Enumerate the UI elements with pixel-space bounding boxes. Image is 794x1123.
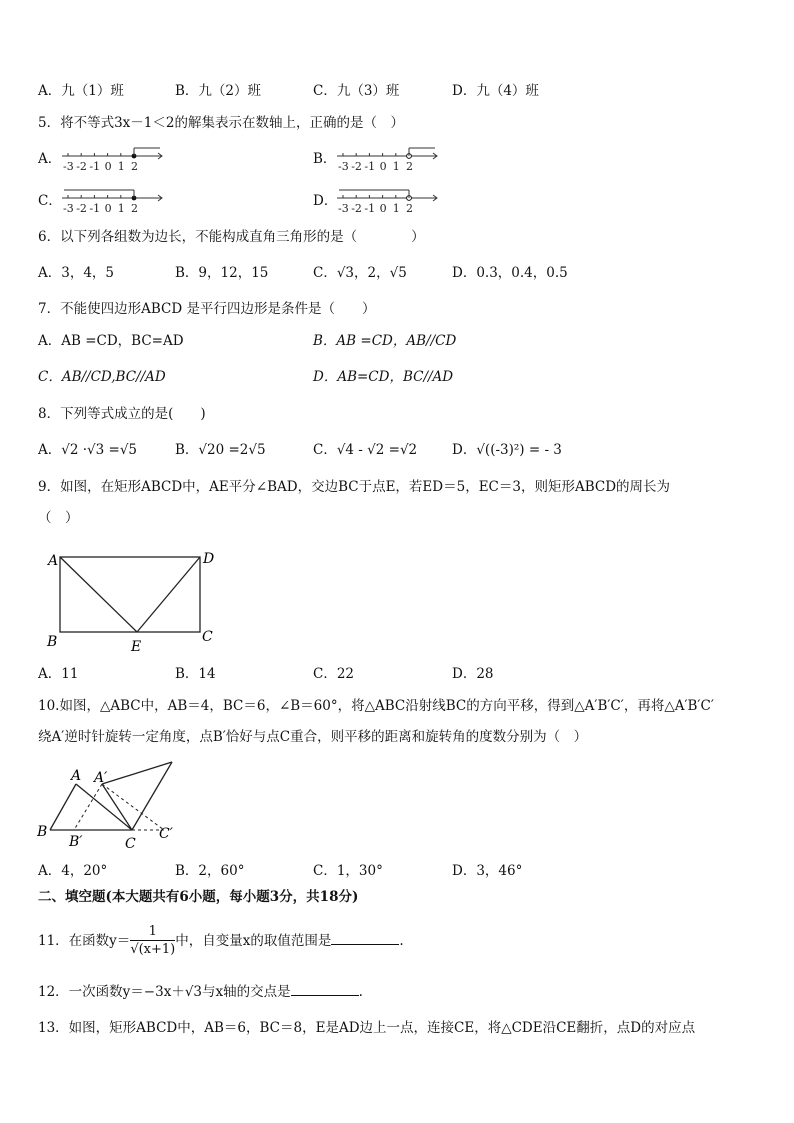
number-line-tick-label: 0: [104, 160, 112, 173]
q12-answer-blank[interactable]: [291, 983, 359, 996]
q4-option-a: A．九（1）班: [38, 83, 124, 99]
q10-triangle-figure: [34, 758, 194, 852]
q9-option-c: C．22: [313, 666, 355, 682]
number-line-tick-label: 0: [379, 202, 387, 215]
q5-label-b: B．: [313, 151, 337, 167]
q10-option-b: B．2，60°: [175, 863, 245, 879]
number-line-tick-label: -1: [364, 160, 376, 173]
q10-label-a: A: [71, 768, 82, 784]
number-line-tick-label: 1: [117, 202, 125, 215]
q9-label-c: C: [202, 629, 213, 645]
q11-answer-blank[interactable]: [331, 932, 399, 945]
q8-option-c: C．√4 - √2 =√2: [313, 442, 418, 458]
q12-end: .: [358, 984, 363, 1000]
q4-option-d: D．九（4）班: [452, 83, 539, 99]
number-line-tick-label: -1: [89, 202, 101, 215]
number-line-tick-label: 1: [392, 202, 400, 215]
number-line-tick-label: 0: [104, 202, 112, 215]
number-line-d: [335, 188, 445, 216]
q7-option-d: D．AB=CD，BC//AD: [313, 369, 454, 385]
number-line-tick-label: -2: [76, 202, 87, 215]
q6-option-a: A．3，4，5: [38, 265, 115, 281]
q12-line: [38, 983, 363, 1001]
q8-stem: 8．下列等式成立的是( ): [38, 406, 206, 422]
q10-label-b: B: [37, 824, 48, 840]
q12-text: 12．一次函数y＝−3x＋√3与x轴的交点是: [38, 984, 291, 1000]
q4-option-b: B．九（2）班: [175, 83, 262, 99]
q9-rectangle-figure: [40, 545, 230, 655]
q5-label-c: C．: [38, 193, 62, 209]
q11-suffix: 中，自变量x的取值范围是: [175, 933, 332, 949]
q11-numerator: 1: [130, 924, 175, 941]
section-2-heading: 二、填空题(本大题共有6小题，每小题3分，共18分): [38, 889, 359, 905]
q9-label-a: A: [48, 553, 59, 569]
q6-option-d: D．0.3，0.4，0.5: [452, 265, 568, 281]
q11-line: [38, 919, 404, 963]
q10-stem-line2: 绕A′逆时针旋转一定角度，点B′恰好与点C重合，则平移的距离和旋转角的度数分别为（ ）: [38, 729, 588, 745]
q9-stem-line2: （ ）: [38, 510, 79, 526]
q8-option-b: B．√20 =2√5: [175, 442, 266, 458]
q8-option-a: A．√2 ·√3 =√5: [38, 442, 138, 458]
q5-label-d: D．: [313, 193, 338, 209]
number-line-tick-label: 2: [131, 160, 138, 173]
q10-option-a: A．4，20°: [38, 863, 108, 879]
q7-option-c: C．AB//CD,BC//AD: [38, 369, 166, 385]
number-line-b: [335, 146, 445, 174]
q13-stem: 13．如图，矩形ABCD中，AB＝6，BC＝8，E是AD边上一点，连接CE，将△CDE沿CE翻折，点D的对应点: [38, 1020, 696, 1036]
q4-option-c: C．九（3）班: [313, 83, 400, 99]
q10-label-c-prime: C′: [159, 826, 173, 842]
number-line-tick-label: -3: [338, 202, 349, 215]
q6-stem: 6．以下列各组数为边长，不能构成直角三角形的是（ ）: [38, 229, 425, 245]
q10-label-a-prime: A′: [94, 770, 108, 786]
number-line-tick-label: 0: [379, 160, 387, 173]
q11-denominator: √(x+1): [130, 942, 176, 957]
q9-label-e: E: [131, 639, 142, 655]
number-line-tick-label: 2: [131, 202, 138, 215]
q10-label-c: C: [125, 836, 136, 852]
q6-option-c: C．√3，2，√5: [313, 265, 407, 281]
q9-option-b: B．14: [175, 666, 216, 682]
q10-stem-line1: 10.如图，△ABC中，AB＝4，BC＝6，∠B＝60°，将△ABC沿射线BC的方向平移，得到△A′B′C′，再将△A′B′C′: [38, 698, 714, 714]
q10-option-c: C．1，30°: [313, 863, 383, 879]
q6-option-b: B．9，12，15: [175, 265, 269, 281]
q5-label-a: A．: [38, 151, 62, 167]
number-line-tick-label: 2: [406, 160, 413, 173]
q9-stem-line1: 9．如图，在矩形ABCD中，AE平分∠BAD，交边BC于点E，若ED＝5，EC＝3，则矩形ABCD的周长为: [38, 479, 671, 495]
q10-label-b-prime: B′: [69, 834, 83, 850]
number-line-tick-label: -1: [364, 202, 376, 215]
q9-label-b: B: [47, 634, 58, 650]
q7-option-b: B．AB =CD，AB//CD: [313, 333, 457, 349]
q11-fraction: [130, 924, 175, 959]
number-line-tick-label: 1: [392, 160, 400, 173]
number-line-tick-label: -2: [76, 160, 87, 173]
number-line-tick-label: -3: [63, 202, 74, 215]
q11-end: .: [399, 933, 404, 949]
number-line-tick-label: -3: [338, 160, 349, 173]
q11-prefix: 11．在函数y＝: [38, 933, 131, 949]
number-line-c: [60, 188, 170, 216]
q5-stem: 5．将不等式3x－1＜2的解集表示在数轴上，正确的是（ ）: [38, 115, 404, 131]
number-line-tick-label: 1: [117, 160, 125, 173]
q7-stem: 7．不能使四边形ABCD 是平行四边形是条件是（ ）: [38, 301, 376, 317]
number-line-tick-label: -2: [351, 160, 362, 173]
q9-option-d: D．28: [452, 666, 494, 682]
number-line-tick-label: -2: [351, 202, 362, 215]
q9-label-d: D: [203, 551, 215, 567]
number-line-tick-label: -1: [89, 160, 101, 173]
q10-option-d: D．3，46°: [452, 863, 523, 879]
number-line-tick-label: 2: [406, 202, 413, 215]
number-line-tick-label: -3: [63, 160, 74, 173]
q9-option-a: A．11: [38, 666, 79, 682]
number-line-a: [60, 146, 170, 174]
q7-option-a: A．AB =CD，BC=AD: [38, 333, 184, 349]
q8-option-d: D．√((-3)²) = - 3: [452, 442, 562, 458]
